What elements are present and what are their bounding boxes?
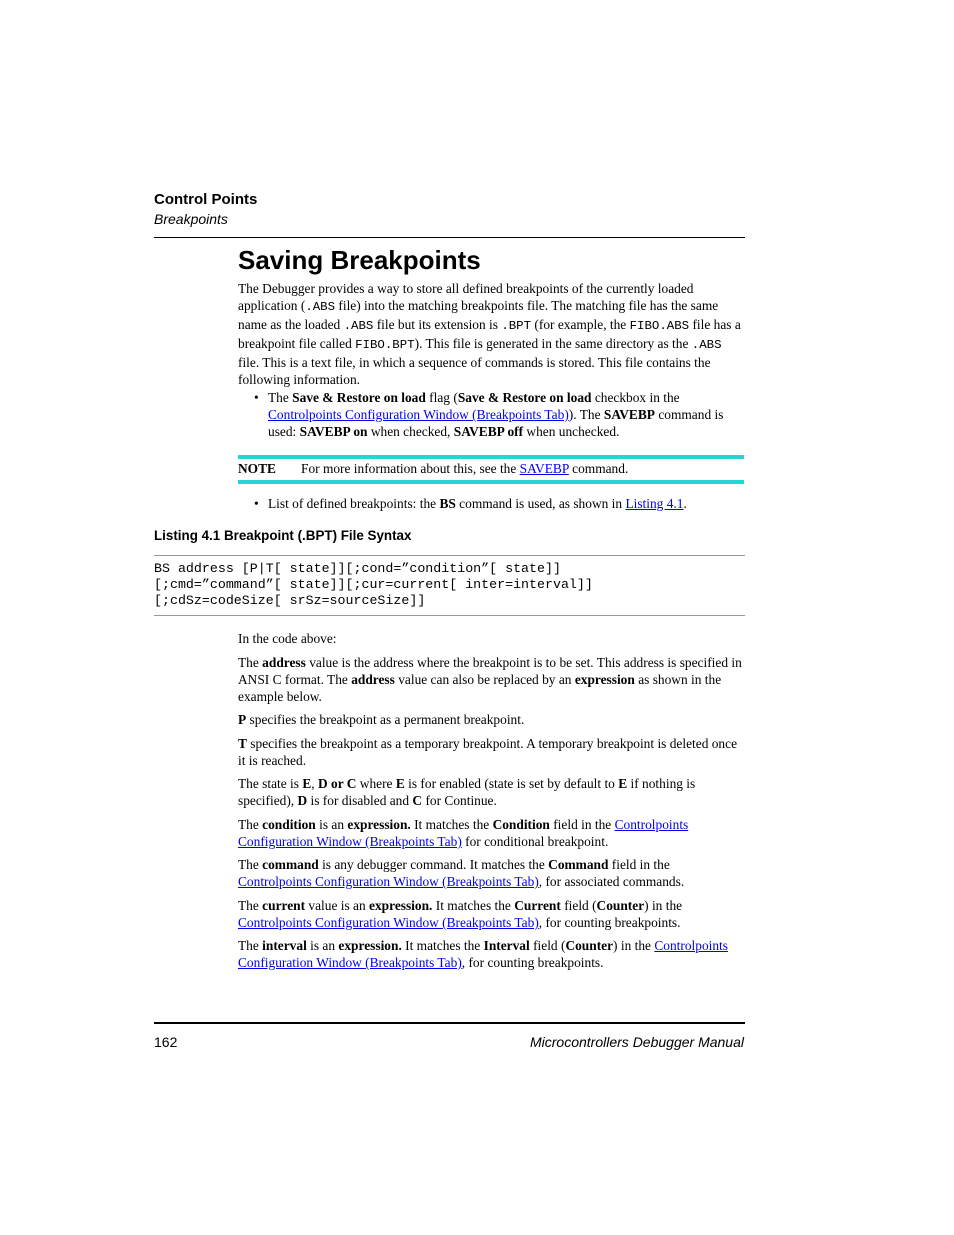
state-paragraph: The state is E, D or C where E is for enabled (state is set by default to E if nothing is specified), D is for disabled and C for Continue. <box>238 776 696 808</box>
intro-paragraph: The Debugger provides a way to store all defined breakpoints of the currently loaded application (.ABS file) into the matching breakpoints file. The matching file has the same name as the loaded .ABS file but its extension is .BPT (for example, the FIBO.ABS file has a breakpoint file called FIBO.BPT). This file is generated in the same directory as the .ABS file. This is a text file, in which a sequence of commands is stored. This file contains the following information. <box>238 281 741 387</box>
note-bar-top <box>238 455 744 459</box>
link-controlpoints-config[interactable]: Controlpoints Configuration Window (Breakpoints Tab) <box>238 915 539 930</box>
interval-paragraph: The interval is an expression. It matches the Interval field (Counter) in the Controlpoints Configuration Window (Breakpoints Tab), for counting breakpoints. <box>238 938 728 970</box>
p-paragraph: P specifies the breakpoint as a permanent breakpoint. <box>238 712 525 727</box>
link-controlpoints-config[interactable]: Controlpoints Configuration Window (Breakpoints Tab) <box>238 817 689 849</box>
code-rule-bottom <box>154 615 745 616</box>
note-bar-bottom <box>238 480 744 484</box>
in-code-above: In the code above: <box>238 631 337 646</box>
page-number: 162 <box>154 1034 178 1050</box>
header-rule <box>154 237 745 238</box>
running-header-section: Control Points <box>154 191 258 208</box>
bullet-marker: • <box>254 390 259 405</box>
link-listing-4-1[interactable]: Listing 4.1 <box>625 496 684 511</box>
t-paragraph: T specifies the breakpoint as a temporary breakpoint. A temporary breakpoint is deleted once it is reached. <box>238 736 738 768</box>
link-controlpoints-config[interactable]: Controlpoints Configuration Window (Breakpoints Tab) <box>238 938 728 970</box>
address-paragraph: The address value is the address where the breakpoint is to be set. This address is specified in ANSI C format. The address value can also be replaced by an expression as shown in the example below. <box>238 655 742 704</box>
link-savebp[interactable]: SAVEBP <box>519 461 569 476</box>
code-fibo-bpt: FIBO.BPT <box>355 338 415 352</box>
page-title: Saving Breakpoints <box>238 245 481 275</box>
code-abs: .ABS <box>343 319 374 333</box>
link-controlpoints-config[interactable]: Controlpoints Configuration Window (Breakpoints Tab) <box>268 407 569 422</box>
listing-caption: Listing 4.1 Breakpoint (.BPT) File Syntax <box>154 528 412 543</box>
code-abs: .ABS <box>305 300 336 314</box>
code-listing: BS address [P|T[ state]][;cond=”condition”[ state]] [;cmd=”command”[ state]][;cur=current[ inter=interval]] [;cdSz=codeSize[ srSz=sourceSize]] <box>154 561 593 608</box>
code-fibo-abs: FIBO.ABS <box>629 319 690 333</box>
bullet-save-restore: The Save & Restore on load flag (Save & Restore on load checkbox in the Controlpoints Configuration Window (Breakpoints Tab)). The SAVEBP command is used: SAVEBP on when checked, SAVEBP off when unchecked. <box>268 390 724 439</box>
footer-manual-title: Microcontrollers Debugger Manual <box>530 1034 744 1050</box>
link-controlpoints-config[interactable]: Controlpoints Configuration Window (Breakpoints Tab) <box>238 874 539 889</box>
current-paragraph: The current value is an expression. It matches the Current field (Counter) in the Controlpoints Configuration Window (Breakpoints Tab), for counting breakpoints. <box>238 898 683 930</box>
code-abs: .ABS <box>691 338 722 352</box>
bullet-marker: • <box>254 496 259 511</box>
running-header-subsection: Breakpoints <box>154 211 228 227</box>
condition-paragraph: The condition is an expression. It matches the Condition field in the Controlpoints Configuration Window (Breakpoints Tab) for conditional breakpoint. <box>238 817 689 849</box>
code-bpt: .BPT <box>501 319 532 333</box>
bullet-defined-breakpoints: List of defined breakpoints: the BS command is used, as shown in Listing 4.1. <box>268 496 687 511</box>
code-rule-top <box>154 555 745 556</box>
note-text: For more information about this, see the SAVEBP command. <box>301 461 629 476</box>
note-label: NOTE <box>238 461 276 476</box>
footer-rule <box>154 1022 745 1024</box>
command-paragraph: The command is any debugger command. It matches the Command field in the Controlpoints Configuration Window (Breakpoints Tab), for associated commands. <box>238 857 685 889</box>
